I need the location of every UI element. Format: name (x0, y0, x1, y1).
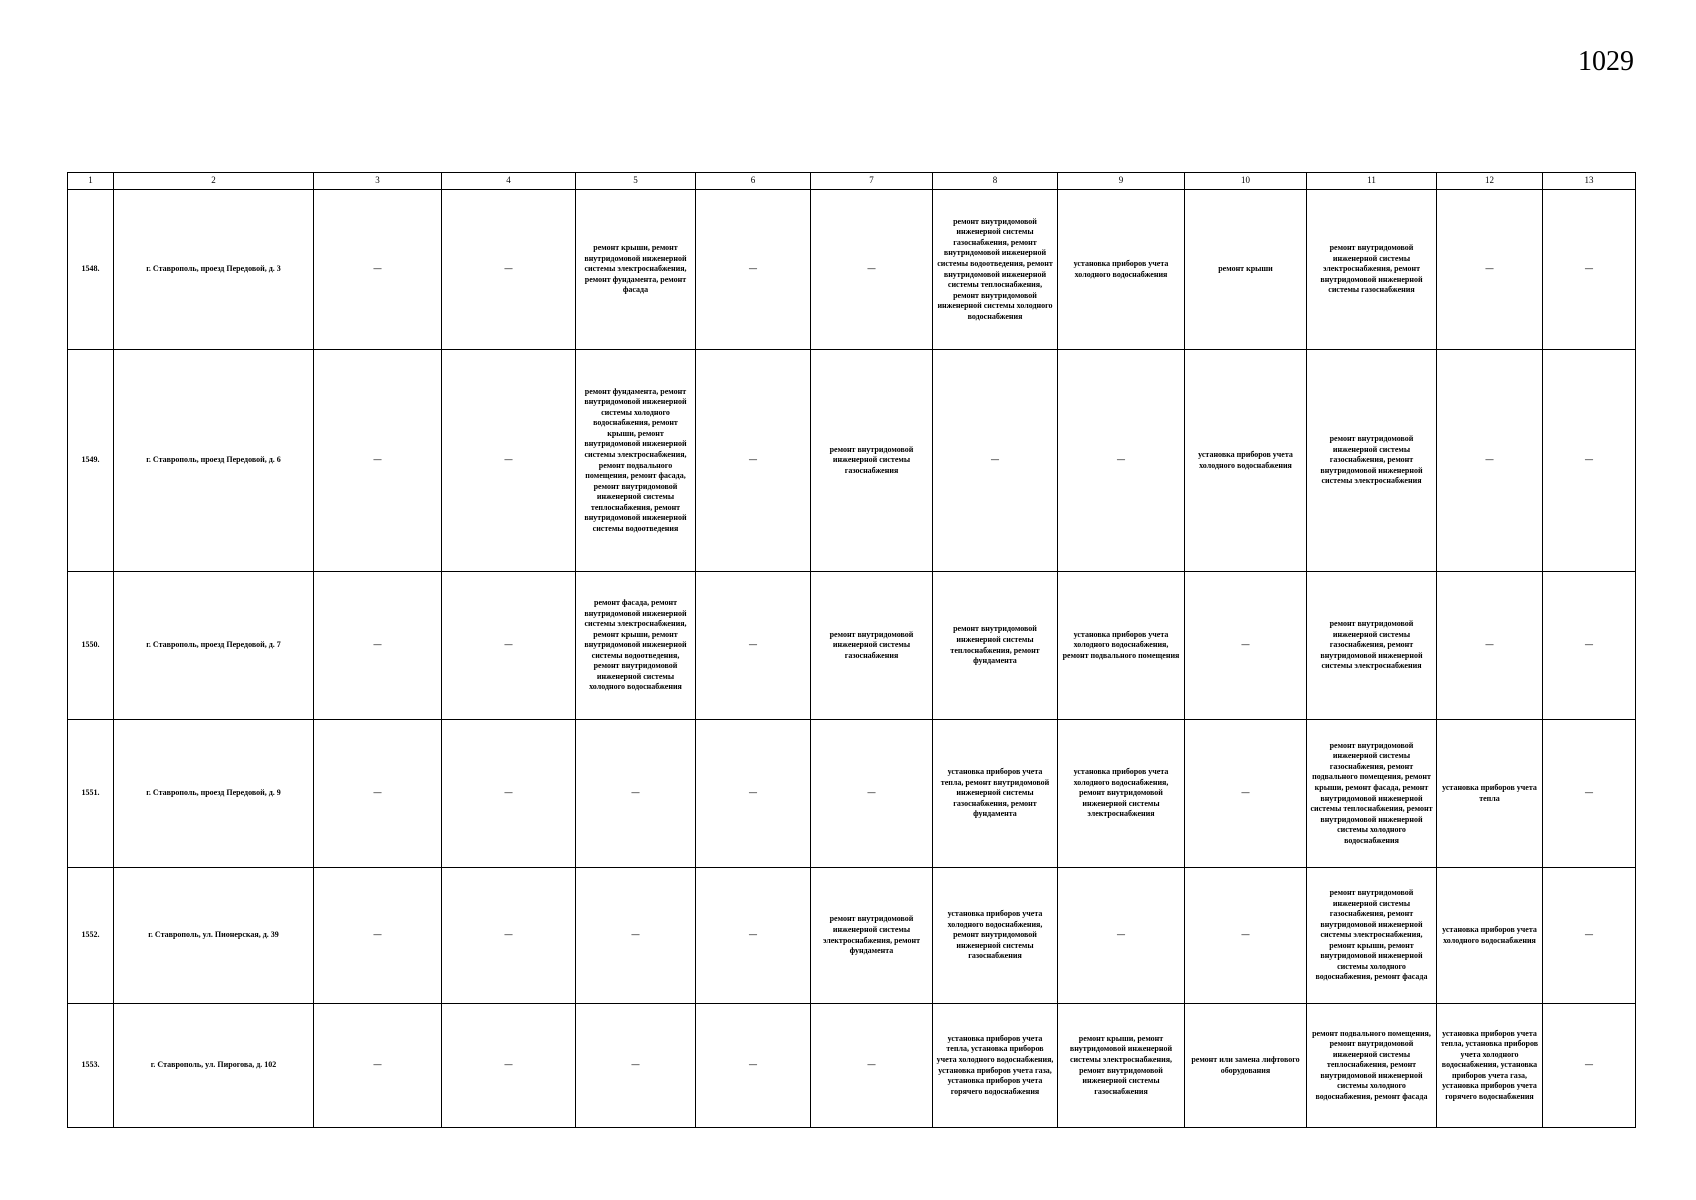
cell-c9: установка приборов учета холодного водоснабжения, ремонт подвального помещения (1058, 572, 1185, 720)
table-row (68, 572, 1636, 720)
cell-c4: — (442, 720, 576, 868)
cell-c9: — (1058, 868, 1185, 1004)
cell-c10: — (1185, 572, 1307, 720)
cell-c4: — (442, 868, 576, 1004)
cell-c3: — (314, 350, 442, 572)
table-row (68, 350, 1636, 572)
cell-c6: — (696, 572, 811, 720)
cell-c8: установка приборов учета тепла, установка приборов учета холодного водоснабжения, установка приборов учета газа, установка приборов учета горячего водоснабжения (933, 1004, 1058, 1128)
row-number: 1549. (68, 350, 114, 572)
row-number: 1548. (68, 190, 114, 350)
cell-c13: — (1543, 868, 1636, 1004)
column-header: 9 (1058, 173, 1185, 190)
cell-c13: — (1543, 572, 1636, 720)
column-header: 8 (933, 173, 1058, 190)
cell-c9: ремонт крыши, ремонт внутридомовой инженерной системы электроснабжения, ремонт внутридомовой инженерной системы газоснабжения (1058, 1004, 1185, 1128)
cell-c3: — (314, 868, 442, 1004)
page-number: 1029 (1578, 46, 1634, 77)
cell-c13: — (1543, 350, 1636, 572)
column-header: 12 (1437, 173, 1543, 190)
cell-c7: — (811, 720, 933, 868)
cell-c9: установка приборов учета холодного водоснабжения, ремонт внутридомовой инженерной системы электроснабжения (1058, 720, 1185, 868)
cell-c13: — (1543, 1004, 1636, 1128)
cell-c7: — (811, 1004, 933, 1128)
cell-c5: ремонт фундамента, ремонт внутридомовой инженерной системы холодного водоснабжения, ремонт крыши, ремонт внутридомовой инженерной системы электроснабжения, ремонт подвального помещения, ремонт фасада, ремонт внутридомовой инженерной системы теплоснабжения, ремонт внутридомовой инженерной системы водоотведения (576, 350, 696, 572)
cell-c5: — (576, 868, 696, 1004)
cell-c3: — (314, 720, 442, 868)
cell-c11: ремонт внутридомовой инженерной системы газоснабжения, ремонт внутридомовой инженерной системы электроснабжения, ремонт крыши, ремонт внутридомовой инженерной системы холодного водоснабжения, ремонт фасада (1307, 868, 1437, 1004)
cell-c4: — (442, 190, 576, 350)
column-header: 3 (314, 173, 442, 190)
cell-c6: — (696, 190, 811, 350)
row-number: 1553. (68, 1004, 114, 1128)
cell-c10: — (1185, 720, 1307, 868)
cell-c3: — (314, 1004, 442, 1128)
table-row (68, 720, 1636, 868)
address-cell: г. Ставрополь, проезд Передовой, д. 7 (114, 572, 314, 720)
row-number: 1552. (68, 868, 114, 1004)
cell-c9: — (1058, 350, 1185, 572)
cell-c6: — (696, 350, 811, 572)
column-header: 11 (1307, 173, 1437, 190)
table-row (68, 868, 1636, 1004)
address-cell: г. Ставрополь, проезд Передовой, д. 9 (114, 720, 314, 868)
cell-c6: — (696, 868, 811, 1004)
column-header: 4 (442, 173, 576, 190)
cell-c11: ремонт внутридомовой инженерной системы газоснабжения, ремонт подвального помещения, ремонт крыши, ремонт фасада, ремонт внутридомовой инженерной системы теплоснабжения, ремонт внутридомовой инженерной системы холодного водоснабжения (1307, 720, 1437, 868)
row-number: 1550. (68, 572, 114, 720)
address-cell: г. Ставрополь, ул. Пионерская, д. 39 (114, 868, 314, 1004)
cell-c13: — (1543, 190, 1636, 350)
column-header: 10 (1185, 173, 1307, 190)
cell-c9: установка приборов учета холодного водоснабжения (1058, 190, 1185, 350)
cell-c13: — (1543, 720, 1636, 868)
header-row (68, 173, 1636, 190)
cell-c11: ремонт внутридомовой инженерной системы газоснабжения, ремонт внутридомовой инженерной системы электроснабжения (1307, 572, 1437, 720)
cell-c6: — (696, 1004, 811, 1128)
cell-c7: — (811, 190, 933, 350)
cell-c11: ремонт внутридомовой инженерной системы электроснабжения, ремонт внутридомовой инженерной системы газоснабжения (1307, 190, 1437, 350)
cell-c5: ремонт крыши, ремонт внутридомовой инженерной системы электроснабжения, ремонт фундамента, ремонт фасада (576, 190, 696, 350)
cell-c8: ремонт внутридомовой инженерной системы газоснабжения, ремонт внутридомовой инженерной системы водоотведения, ремонт внутридомовой инженерной системы теплоснабжения, ремонт внутридомовой инженерной системы холодного водоснабжения (933, 190, 1058, 350)
address-cell: г. Ставрополь, проезд Передовой, д. 6 (114, 350, 314, 572)
cell-c12: — (1437, 190, 1543, 350)
cell-c12: — (1437, 350, 1543, 572)
cell-c7: ремонт внутридомовой инженерной системы газоснабжения (811, 572, 933, 720)
cell-c5: — (576, 720, 696, 868)
cell-c12: установка приборов учета холодного водоснабжения (1437, 868, 1543, 1004)
column-header: 1 (68, 173, 114, 190)
cell-c12: — (1437, 572, 1543, 720)
column-header: 7 (811, 173, 933, 190)
cell-c10: установка приборов учета холодного водоснабжения (1185, 350, 1307, 572)
cell-c4: — (442, 572, 576, 720)
row-number: 1551. (68, 720, 114, 868)
cell-c7: ремонт внутридомовой инженерной системы газоснабжения (811, 350, 933, 572)
cell-c4: — (442, 350, 576, 572)
cell-c10: ремонт крыши (1185, 190, 1307, 350)
address-cell: г. Ставрополь, проезд Передовой, д. 3 (114, 190, 314, 350)
column-header: 2 (114, 173, 314, 190)
cell-c6: — (696, 720, 811, 868)
table-row (68, 190, 1636, 350)
column-header: 13 (1543, 173, 1636, 190)
table-row (68, 1004, 1636, 1128)
cell-c4: — (442, 1004, 576, 1128)
cell-c10: — (1185, 868, 1307, 1004)
address-cell: г. Ставрополь, ул. Пирогова, д. 102 (114, 1004, 314, 1128)
cell-c12: установка приборов учета тепла (1437, 720, 1543, 868)
column-header: 6 (696, 173, 811, 190)
cell-c11: ремонт подвального помещения, ремонт внутридомовой инженерной системы теплоснабжения, ремонт внутридомовой инженерной системы холодного водоснабжения, ремонт фасада (1307, 1004, 1437, 1128)
cell-c5: ремонт фасада, ремонт внутридомовой инженерной системы электроснабжения, ремонт крыши, ремонт внутридомовой инженерной системы водоотведения, ремонт внутридомовой инженерной системы холодного водоснабжения (576, 572, 696, 720)
cell-c5: — (576, 1004, 696, 1128)
cell-c12: установка приборов учета тепла, установка приборов учета холодного водоснабжения, установка приборов учета газа, установка приборов учета горячего водоснабжения (1437, 1004, 1543, 1128)
cell-c3: — (314, 190, 442, 350)
cell-c8: установка приборов учета холодного водоснабжения, ремонт внутридомовой инженерной системы газоснабжения (933, 868, 1058, 1004)
cell-c7: ремонт внутридомовой инженерной системы электроснабжения, ремонт фундамента (811, 868, 933, 1004)
cell-c8: ремонт внутридомовой инженерной системы теплоснабжения, ремонт фундамента (933, 572, 1058, 720)
cell-c8: установка приборов учета тепла, ремонт внутридомовой инженерной системы газоснабжения, ремонт фундамента (933, 720, 1058, 868)
cell-c11: ремонт внутридомовой инженерной системы газоснабжения, ремонт внутридомовой инженерной системы электроснабжения (1307, 350, 1437, 572)
cell-c10: ремонт или замена лифтового оборудования (1185, 1004, 1307, 1128)
repair-schedule-table (67, 172, 1636, 1128)
cell-c3: — (314, 572, 442, 720)
cell-c8: — (933, 350, 1058, 572)
column-header: 5 (576, 173, 696, 190)
